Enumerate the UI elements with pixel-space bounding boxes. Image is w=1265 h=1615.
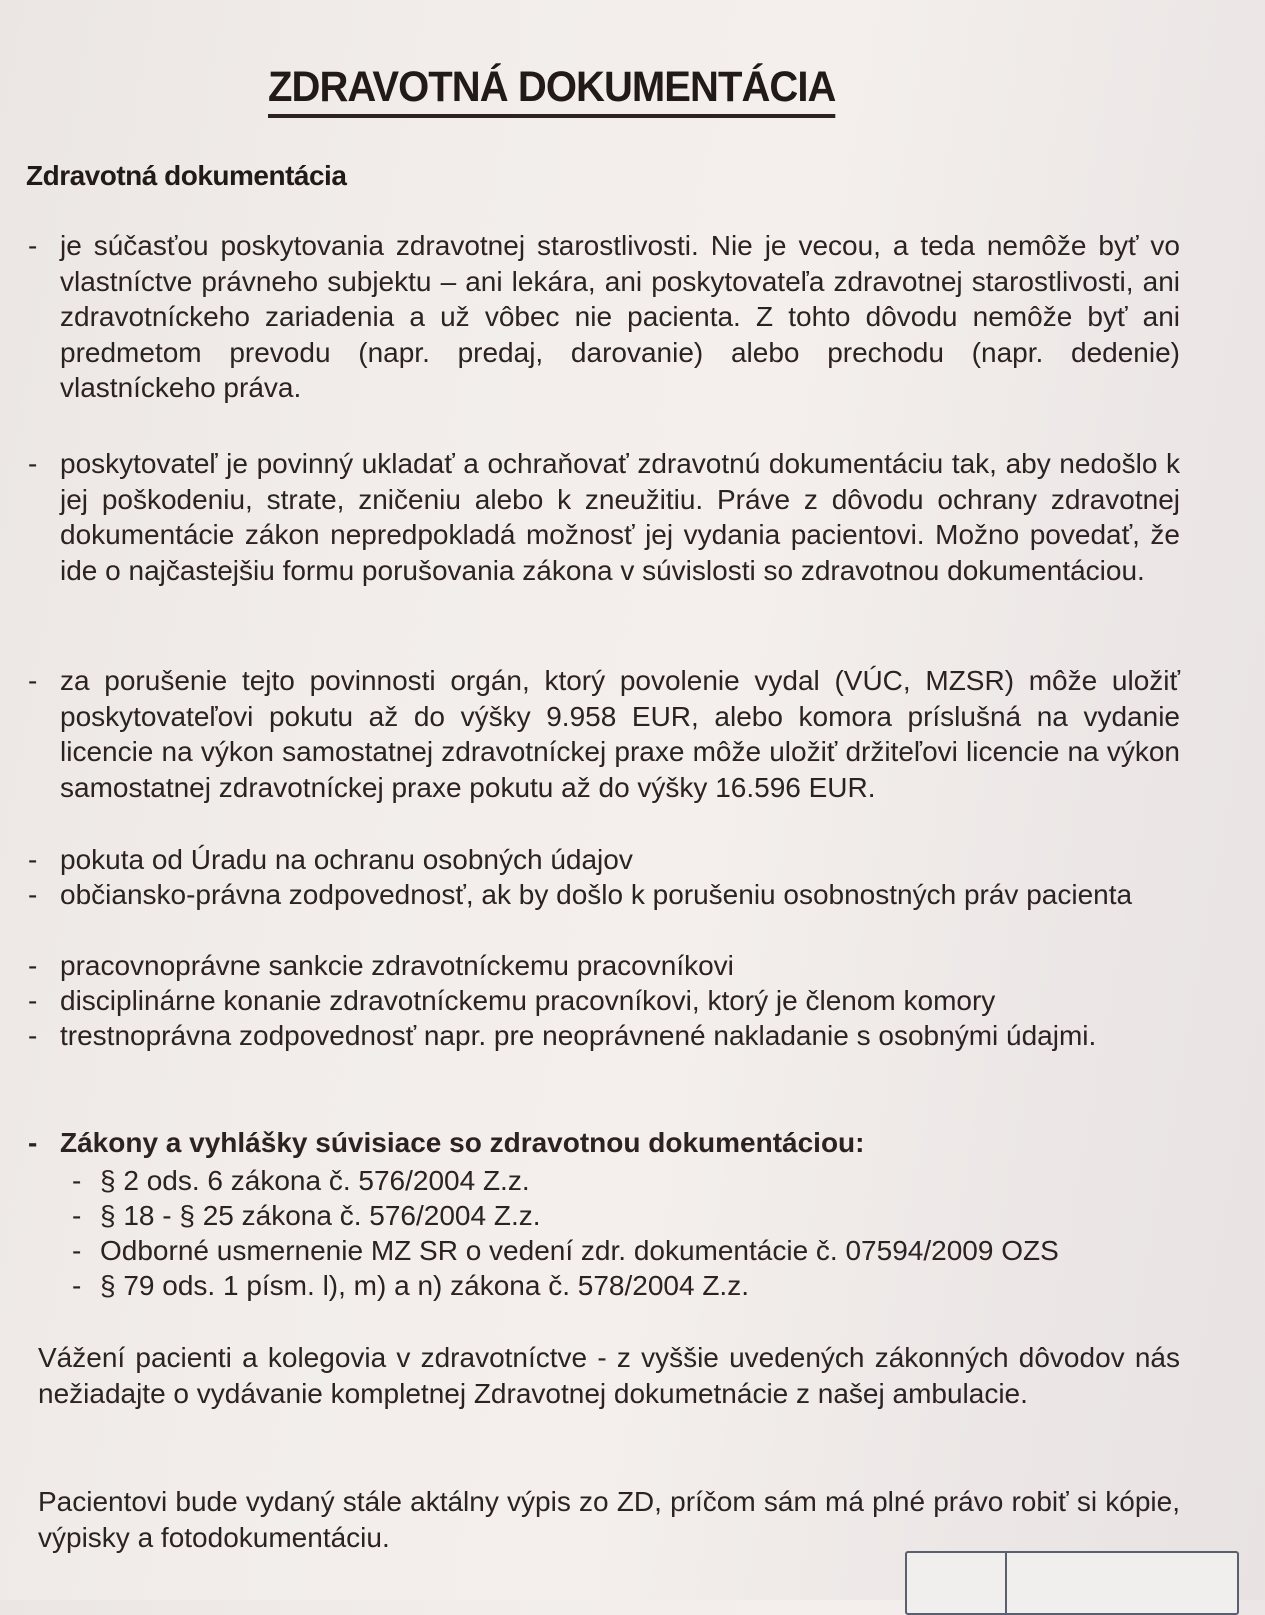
- list-item-text: za porušenie tejto povinnosti orgán, ktorý povolenie vydal (VÚC, MZSR) môže uložiť poskytovateľovi pokutu až do výšky 9.958 EUR, alebo komora príslušná na vydanie licencie na výkon samostatnej zdravotníckej praxe môže uložiť držiteľovi licencie na výkon samostatnej zdravotníckej praxe pokutu až do výšky 16.596 EUR.: [60, 665, 1180, 803]
- bullet-dash: -: [28, 665, 38, 696]
- bullet-dash: -: [72, 1200, 82, 1231]
- list-item-text: poskytovateľ je povinný ukladať a ochraňovať zdravotnú dokumentáciu tak, aby nedošlo k jej poškodeniu, strate, zničeniu alebo k zneužitiu. Práve z dôvodu ochrany zdravotnej dokumentácie zákon nepredpokladá možnosť jej vydania pacientovi. Možno povedať, že ide o najčastejšiu formu porušovania zákona v súvislosti so zdravotnou dokumentáciou.: [60, 448, 1180, 586]
- stamp-box: [905, 1551, 1239, 1615]
- section-subtitle: Zdravotná dokumentácia: [26, 160, 347, 191]
- law-item: [72, 1233, 1059, 1268]
- list-item: [28, 877, 1180, 913]
- bullet-dash: -: [28, 1020, 38, 1051]
- bullet-dash: -: [28, 230, 38, 261]
- law-text: § 79 ods. 1 písm. l), m) a n) zákona č. 578/2004 Z.z.: [100, 1270, 749, 1301]
- bullet-dash: -: [28, 950, 38, 981]
- closing-paragraph: Pacientovi bude vydaný stále aktálny výpis zo ZD, príčom sám má plné právo robiť si kópie, výpisky a fotodokumentáciu.: [38, 1486, 1180, 1553]
- list-item-text: trestnoprávna zodpovednosť napr. pre neoprávnené nakladanie s osobnými údajmi.: [60, 1020, 1097, 1051]
- list-item: [28, 948, 1180, 984]
- document-title: ZDRAVOTNÁ DOKUMENTÁCIA: [268, 62, 836, 118]
- laws-heading: Zákony a vyhlášky súvisiace so zdravotnou dokumentáciou:: [60, 1127, 865, 1158]
- law-text: § 2 ods. 6 zákona č. 576/2004 Z.z.: [100, 1165, 530, 1196]
- list-item: [28, 983, 1180, 1019]
- laws-heading-item: [28, 1125, 1180, 1161]
- list-item: [28, 228, 1180, 406]
- bullet-dash: -: [72, 1270, 82, 1301]
- law-item: [72, 1163, 530, 1198]
- bullet-dash: -: [28, 448, 38, 479]
- list-item-text: disciplinárne konanie zdravotníckemu pracovníkovi, ktorý je členom komory: [60, 985, 996, 1016]
- law-item: [72, 1198, 541, 1233]
- closing-paragraph: Vážení pacienti a kolegovia v zdravotníctve - z vyššie uvedených zákonných dôvodov nás nežiadajte o vydávanie kompletnej Zdravotnej dokumetnácie z našej ambulacie.: [38, 1342, 1180, 1409]
- list-item: [28, 1018, 1180, 1054]
- bullet-dash: -: [28, 1127, 38, 1158]
- bullet-dash: -: [72, 1235, 82, 1266]
- bullet-dash: -: [28, 844, 38, 875]
- bullet-dash: -: [72, 1165, 82, 1196]
- list-item-text: pracovnoprávne sankcie zdravotníckemu pracovníkovi: [60, 950, 734, 981]
- bullet-dash: -: [28, 879, 38, 910]
- law-text: § 18 - § 25 zákona č. 576/2004 Z.z.: [100, 1200, 541, 1231]
- list-item-text: je súčasťou poskytovania zdravotnej starostlivosti. Nie je vecou, a teda nemôže byť vo vlastníctve právneho subjektu – ani lekára, ani poskytovateľa zdravotnej starostlivosti, ani zdravotníckeho zariadenia a už vôbec nie pacienta. Z tohto dôvodu nemôže byť ani predmetom prevodu (napr. predaj, darovanie) alebo prechodu (napr. dedenie) vlastníckeho práva.: [60, 230, 1180, 403]
- bullet-dash: -: [28, 985, 38, 1016]
- list-item-text: pokuta od Úradu na ochranu osobných údajov: [60, 844, 633, 875]
- law-item: [72, 1268, 749, 1303]
- law-text: Odborné usmernenie MZ SR o vedení zdr. dokumentácie č. 07594/2009 OZS: [100, 1235, 1059, 1266]
- list-item-text: občiansko-právna zodpovednosť, ak by došlo k porušeniu osobnostných práv pacienta: [60, 879, 1133, 910]
- stamp-divider: [1005, 1553, 1007, 1613]
- list-item: [28, 842, 1180, 878]
- list-item: [28, 446, 1180, 588]
- list-item: [28, 663, 1180, 805]
